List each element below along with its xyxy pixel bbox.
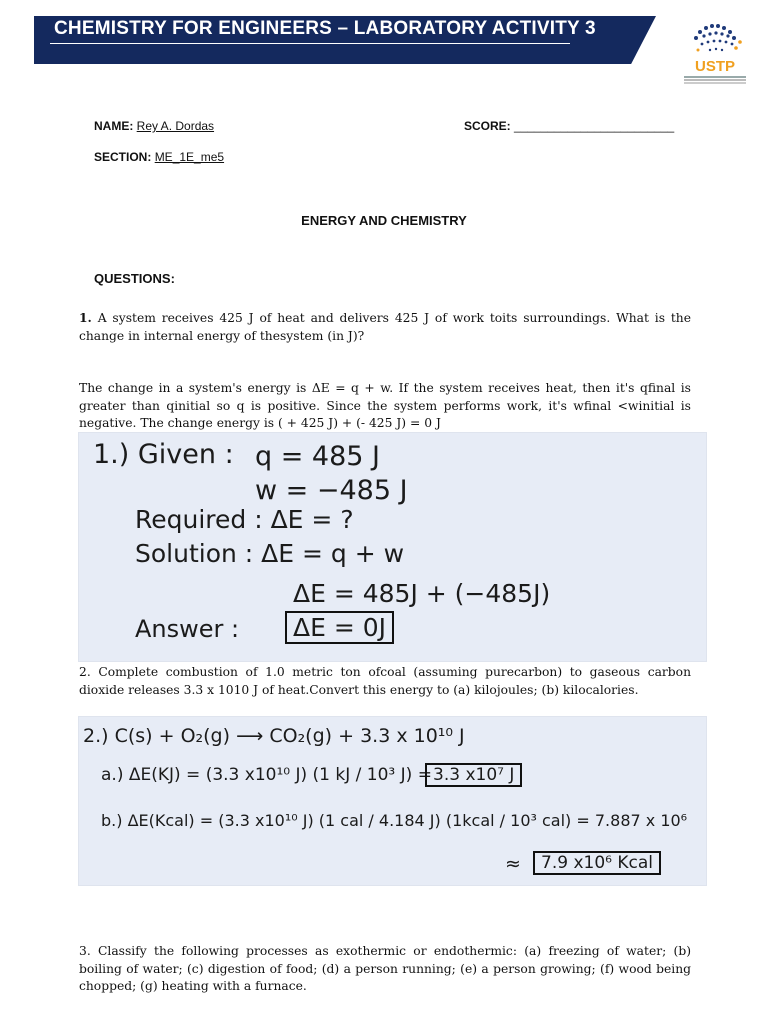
question-2: 2. Complete combustion of 1.0 metric ton ofcoal (assuming purecarbon) to gaseous carbon dioxide releases 3.3 x 1010 J of heat.Convert this energy to (a) kilojoules; (b) kilocalories. <box>79 665 691 697</box>
section-value: ME_1E_me5 <box>154 150 225 164</box>
header-title: CHEMISTRY FOR ENGINEERS – LABORATORY ACTIVITY 3 <box>54 18 596 39</box>
question-3: 3. Classify the following processes as exothermic or endothermic: (a) freezing of water; (b) boiling of water; (c) digestion of food; (d) a person running; (e) a person growing; (f) wood being chopped; (g) heating with a furnace. <box>79 944 691 993</box>
document-title: ENERGY AND CHEMISTRY <box>301 213 467 228</box>
question-1-number: 1. <box>79 310 92 325</box>
hw1-given-q: q = 485 J <box>255 441 381 472</box>
score-label: SCORE: <box>464 119 511 133</box>
hw2-part-b: b.) ΔE(Kcal) = (3.3 x10¹⁰ J) (1 cal / 4.184 J) (1kcal / 10³ cal) = 7.887 x 10⁶ <box>101 811 688 830</box>
hw1-required: Required : ΔE = ? <box>135 505 354 534</box>
question-1-answer: The change in a system's energy is ΔE = q + w. If the system receives heat, then it's qfinal is greater than qinitial so q is positive. Since the system performs work, it's wfinal <winitial is negative. The change energy is ( + 425 J) + (- 425 J) = 0 J <box>79 381 691 430</box>
questions-label: QUESTIONS: <box>94 271 175 286</box>
name-field <box>94 119 214 133</box>
handwritten-solution-1 <box>78 432 707 662</box>
name-value: Rey A. Dordas <box>136 119 215 133</box>
hw1-answer-value: ΔE = 0J <box>285 611 394 644</box>
question-1-text: A system receives 425 J of heat and delivers 425 J of work toits surroundings. What is the change in internal energy of thesystem (in J)? <box>79 311 691 343</box>
section-label: SECTION: <box>94 150 152 164</box>
section-field <box>94 150 224 164</box>
hw1-step: ΔE = 485J + (−485J) <box>293 579 551 608</box>
hw1-given: 1.) Given : <box>93 439 234 470</box>
score-blank: ________________________ <box>514 119 675 133</box>
header-rule <box>50 43 570 44</box>
hw2-equation: 2.) C(s) + O₂(g) ⟶ CO₂(g) + 3.3 x 10¹⁰ J <box>83 725 465 747</box>
handwritten-solution-2 <box>78 716 707 886</box>
hw2-approx: ≈ <box>505 853 521 875</box>
hw1-solution: Solution : ΔE = q + w <box>135 539 405 568</box>
logo-subtitle-lines <box>684 76 746 78</box>
name-label: NAME: <box>94 119 134 133</box>
score-field <box>464 119 674 133</box>
hw2-part-b-result: 7.9 x10⁶ Kcal <box>533 851 661 875</box>
hw1-answer-label: Answer : <box>135 615 240 643</box>
ustp-logo <box>678 20 752 90</box>
hw1-given-w: w = −485 J <box>255 475 408 506</box>
hw2-part-a: a.) ΔE(KJ) = (3.3 x10¹⁰ J) (1 kJ / 10³ J) = <box>101 765 432 785</box>
question-1 <box>79 309 691 345</box>
logo-dots-icon <box>686 22 746 58</box>
hw2-part-a-result: 3.3 x10⁷ J <box>425 763 522 787</box>
logo-text: USTP <box>694 58 735 75</box>
